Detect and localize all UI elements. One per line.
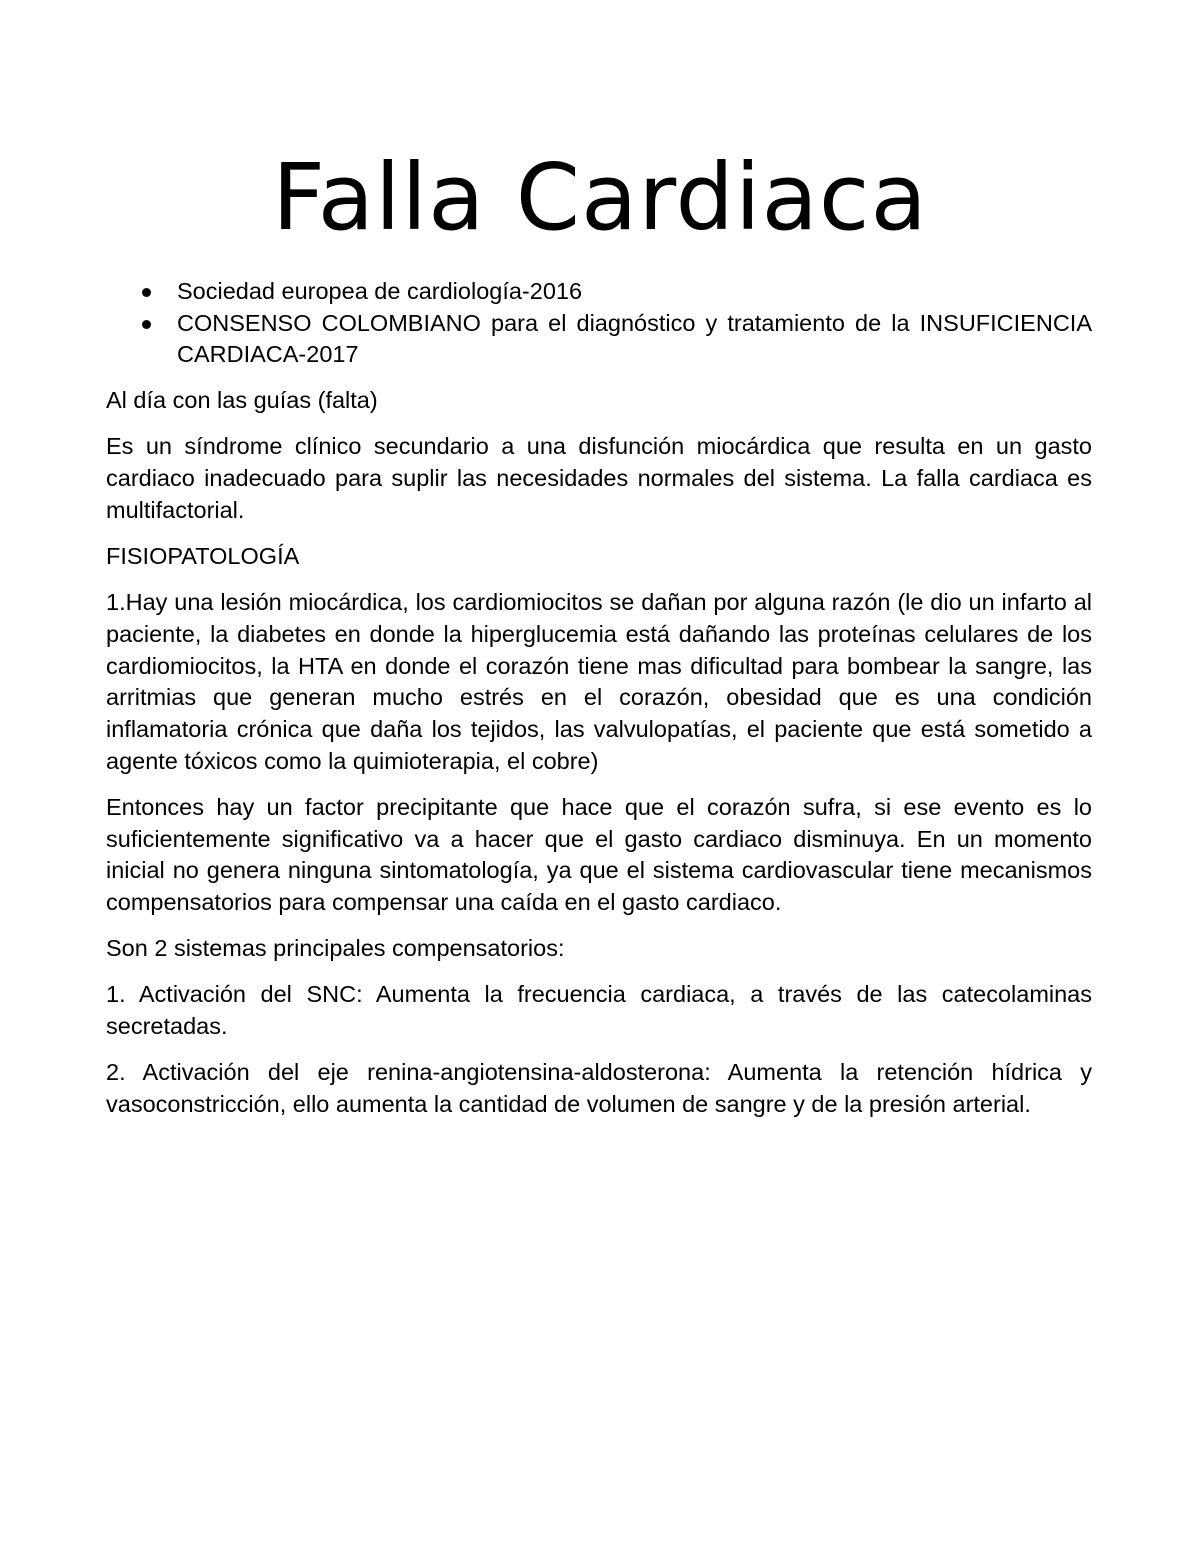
bullet-icon xyxy=(142,320,151,329)
paragraph: Entonces hay un factor precipitante que hace que el corazón sufra, si ese evento es lo suficientemente significativo va a hacer que el gasto cardiaco disminuya. En un momento inicial no genera ninguna sintomatología, ya que el sistema cardiovascular tiene mecanismos compensatorios para compensar una caída en el gasto cardiaco. xyxy=(106,793,1092,915)
reference-text: Sociedad europea de cardiología-2016 xyxy=(177,278,583,304)
document-body xyxy=(106,276,1092,1135)
guides-note: Al día con las guías (falta) xyxy=(106,387,378,414)
section-heading: FISIOPATOLOGÍA xyxy=(106,542,300,569)
list-item xyxy=(106,308,1092,371)
paragraph: 1.Hay una lesión miocárdica, los cardiomiocitos se dañan por alguna razón (le dio un infarto al paciente, la diabetes en donde la hiperglucemia está dañando las proteínas celulares de los cardiomiocitos, la HTA en donde el corazón tiene mas dificultad para bombear la sangre, las arritmias que generan mucho estrés en el corazón, obesidad que es una condición inflamatoria crónica que daña los tejidos, las valvulopatías, el paciente que está sometido a agente tóxicos como la quimioterapia, el cobre) xyxy=(106,589,1092,774)
bullet-icon xyxy=(142,288,151,297)
paragraph: Son 2 sistemas principales compensatorios: xyxy=(106,935,565,962)
page-title: Falla Cardiaca xyxy=(272,144,928,251)
definition-paragraph: Es un síndrome clínico secundario a una disfunción miocárdica que resulta en un gasto cardiaco inadecuado para suplir las necesidades normales del sistema. La falla cardiaca es multifactorial. xyxy=(106,433,1092,523)
paragraph: 1. Activación del SNC: Aumenta la frecuencia cardiaca, a través de las catecolaminas secretadas. xyxy=(106,981,1092,1040)
paragraph: 2. Activación del eje renina-angiotensina-aldosterona: Aumenta la retención hídrica y vasoconstricción, ello aumenta la cantidad de volumen de sangre y de la presión arterial. xyxy=(106,1059,1092,1117)
list-item xyxy=(106,276,1092,308)
references-list xyxy=(106,276,1092,371)
reference-text: CONSENSO COLOMBIANO para el diagnóstico y tratamiento de la INSUFICIENCIA CARDIACA-2017 xyxy=(177,309,1092,368)
